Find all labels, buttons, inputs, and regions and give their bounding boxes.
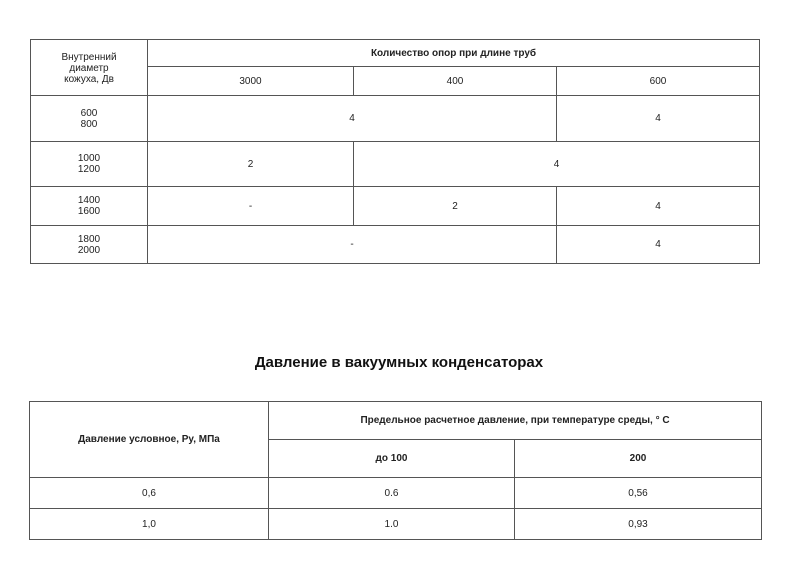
section-title: Давление в вакуумных конденсаторах [254, 354, 544, 371]
pressure-header: Давление условное, Ру, МПа [30, 402, 269, 478]
value-cell: 4 [557, 96, 760, 142]
pressure-cell: 0,6 [30, 478, 269, 509]
table-row [30, 478, 762, 509]
pressure-table [29, 401, 762, 540]
table-row [31, 226, 760, 264]
table-row [30, 509, 762, 540]
table-row [31, 96, 760, 142]
diameter-cell: 1800 2000 [31, 226, 148, 264]
temperature-header: до 100 [269, 440, 515, 478]
length-header: 400 [354, 67, 557, 96]
diameter-cell: 1000 1200 [31, 142, 148, 187]
value-cell: 1.0 [269, 509, 515, 540]
value-cell: 4 [148, 96, 557, 142]
table-row [31, 187, 760, 226]
value-cell: 4 [557, 187, 760, 226]
value-cell: - [148, 226, 557, 264]
diameter-cell: 600 800 [31, 96, 148, 142]
value-cell: 0.6 [269, 478, 515, 509]
length-header: 3000 [148, 67, 354, 96]
diameter-header: Внутренний диаметр кожуха, Дв [31, 40, 148, 96]
table-row [31, 142, 760, 187]
value-cell: 2 [148, 142, 354, 187]
length-header: 600 [557, 67, 760, 96]
value-cell: 0,93 [515, 509, 762, 540]
value-cell: 4 [557, 226, 760, 264]
supports-count-header: Количество опор при длине труб [148, 40, 760, 67]
diameter-cell: 1400 1600 [31, 187, 148, 226]
value-cell: 2 [354, 187, 557, 226]
value-cell: - [148, 187, 354, 226]
pressure-cell: 1,0 [30, 509, 269, 540]
value-cell: 4 [354, 142, 760, 187]
value-cell: 0,56 [515, 478, 762, 509]
design-pressure-header: Предельное расчетное давление, при температуре среды, ° С [269, 402, 762, 440]
supports-table [30, 39, 760, 264]
temperature-header: 200 [515, 440, 762, 478]
